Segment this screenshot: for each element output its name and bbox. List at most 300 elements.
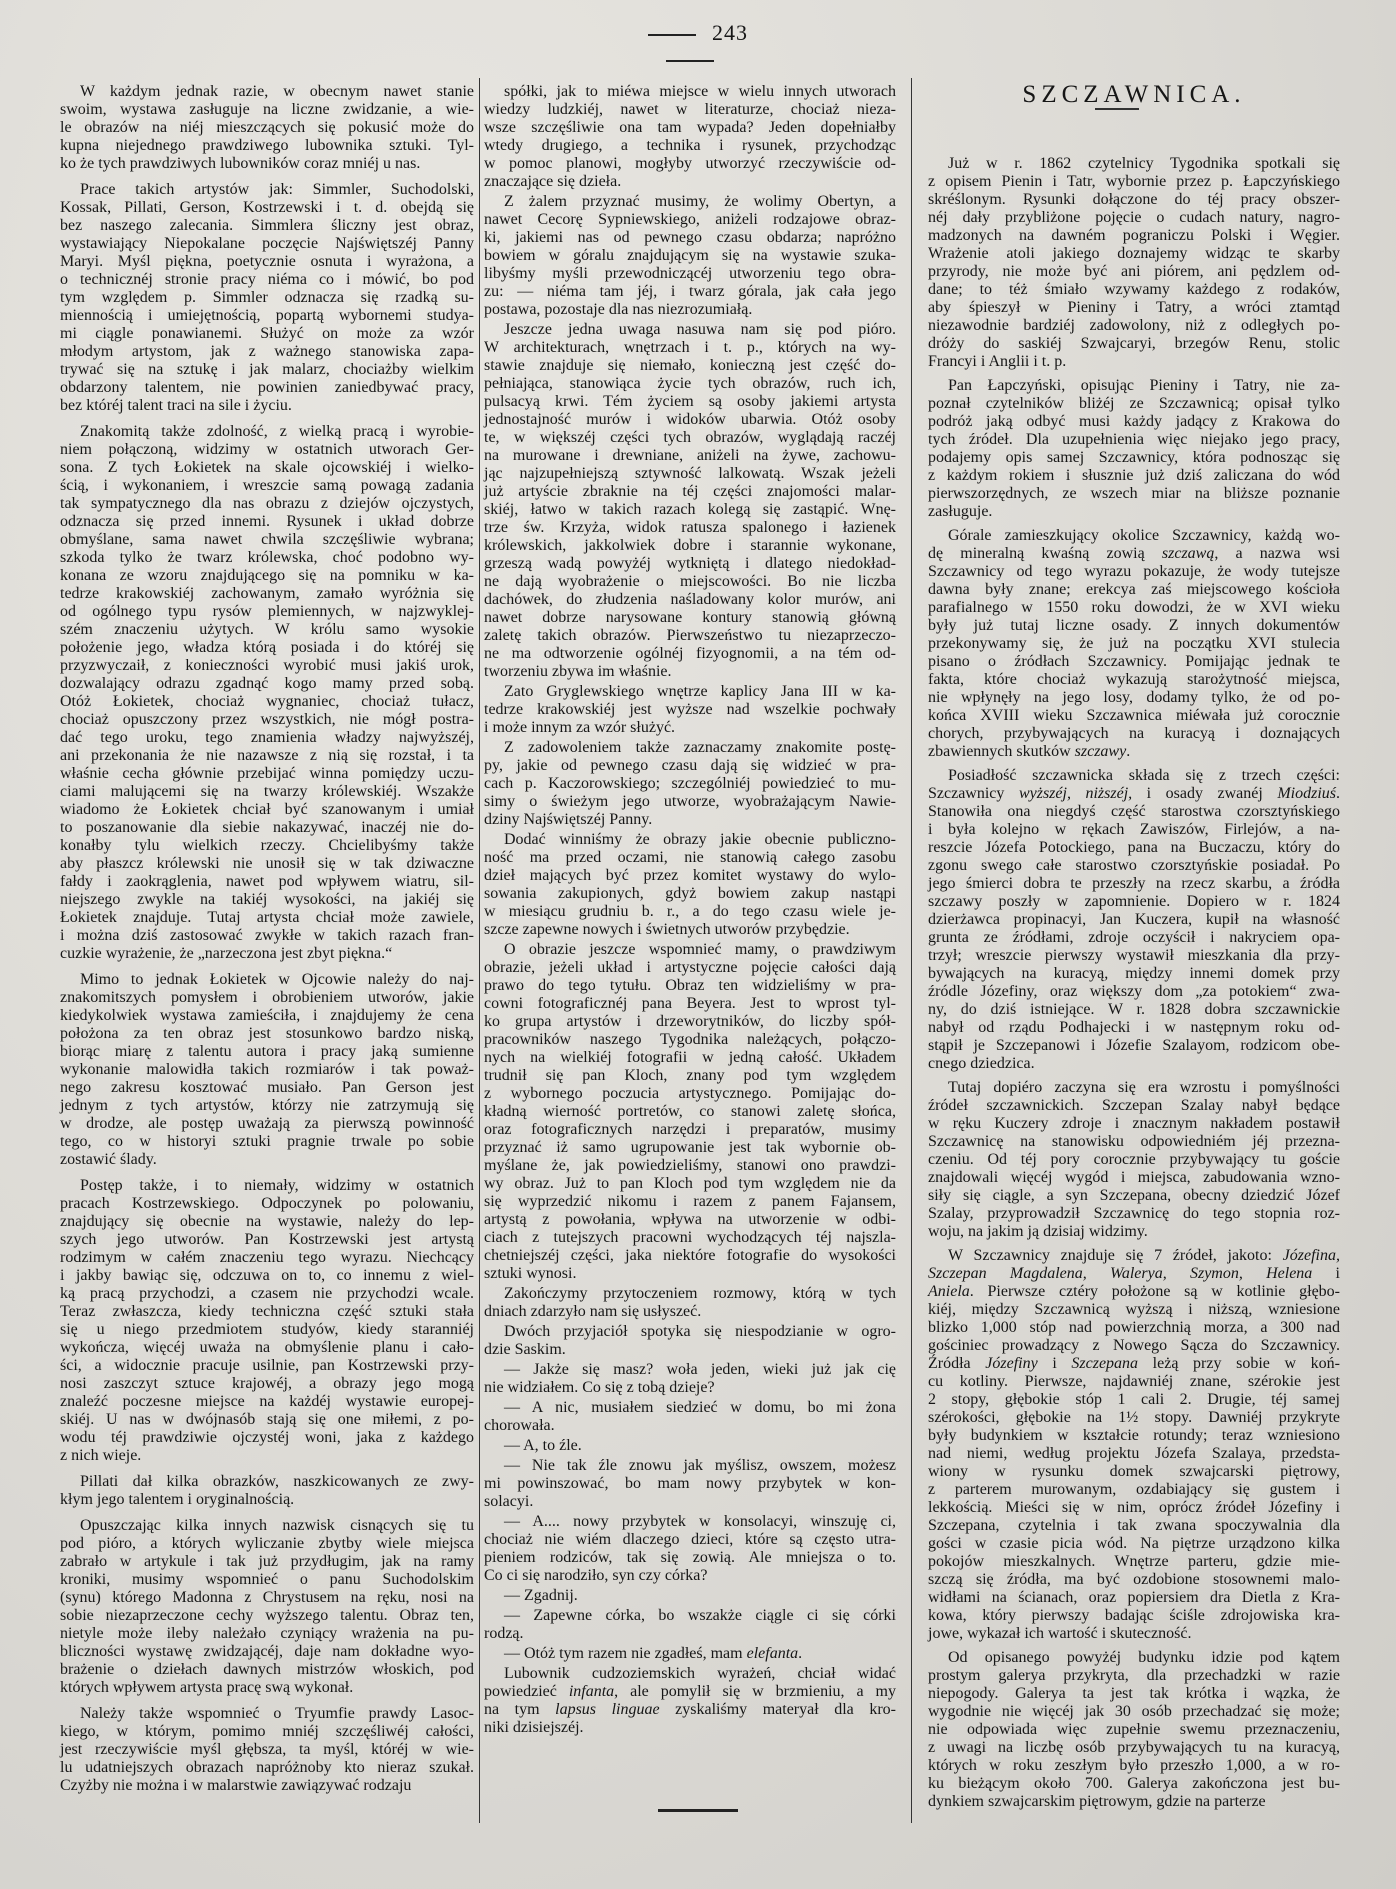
text-segment: leżą przy sobie w koń- [1138,1355,1340,1372]
text-line: mi powinszować, bo mam nowy przybytek w kon- [484,1475,896,1492]
text-line: stawie znajduje się niemało, konieczną jest część do- [484,357,896,374]
text-line: dać tego uroku, tego znamienia władzy najwyższéj, [60,729,474,746]
text-line: Zakończymy przytoczeniem rozmowy, którą w tych [504,1285,896,1302]
italic-text: elefanta [746,1645,799,1662]
text-line: cuzkie wyrażenie, że „narzeczona jest zbyt piękna.“ [60,945,393,962]
text-line: czeniu. Od téj pory corocznie przybywający tu goście [928,1151,1340,1168]
text-line: pierwszorzędnych, ze wszech miar na bliższe poznanie [928,485,1340,502]
text-line: jowe, wykazał ich wartość i skuteczność. [928,1625,1192,1642]
text-line: królewskich, jakkolwiek dobre i starannie wykonane, [484,537,896,554]
italic-text: Józefiny [985,1355,1038,1372]
text-segment: . [1126,743,1131,760]
text-line: szém znaczeniu użytych. W królu samo wysokie [60,621,474,638]
italic-text: szczawy [1074,743,1127,760]
section-end-rule [658,1809,738,1812]
text-line: odznacza się przed innemi. Rysunek i układ dobrze [60,513,474,530]
text-line: w drodze, ale postęp uważają za pierwszą powinność [60,1115,474,1132]
paragraph [60,423,474,963]
text-line [928,743,1340,761]
text-line: — Zgadnij. [504,1587,578,1604]
text-line: — A.... nowy przybytek w konsolacyi, winszuję ci, [504,1513,896,1530]
text-line: chociaż opuszczony przez wszystkich, nie mógł postra- [60,711,474,728]
text-line [484,1701,896,1719]
text-line: Od opisanego powyżéj budynku idzie pod kątem [948,1649,1340,1666]
text-line: grzeszą wadą powyżéj wytkniętą i dlatego niedokład- [484,555,896,572]
title-rule [1095,108,1139,110]
text-line: ku bieżącym około 700. Galerya zakończona jest bu- [928,1775,1340,1792]
text-line: tworzeniu zbywa im właśnie. [484,663,672,680]
text-line: były budynkiem w kształcie rotundy; teraz wzniesiono [928,1427,1340,1444]
paragraph [928,767,1340,1073]
text-line [484,1683,896,1701]
text-line: i można dziś zastosować zwykłe w takich razach fran- [60,927,474,944]
text-line: chociaż nie wiém dlaczego dzieci, które są często utra- [484,1531,896,1548]
page-number-text: 243 [712,20,748,45]
text-line: z opisem Pienin i Tatr, wybornie przez p. Łapczyńskiego [928,173,1340,190]
text-line: pokojów mieszkalnych. Wnętrze parteru, gdzie mie- [928,1553,1340,1570]
text-line: podróż jaką odbyć musi każdy jadący z Krakowa do [928,413,1340,430]
text-line: dachówek, do złudzenia naśladowany kolor murów, ani [484,591,896,608]
text-line: ko grupa artystów i drzeworytników, do liczby spół- [484,1013,896,1030]
text-line: — Zapewne córka, bo wszakże ciągle ci się córki [504,1607,896,1624]
text-line [928,1355,1340,1373]
text-line: Czyżby nie można i w malarstwie zawiązywać rodzaju [60,1777,412,1794]
text-segment: , a nazwa wsi [1214,545,1340,562]
paragraph [484,83,896,191]
page-number-dash-right [666,60,714,62]
text-line: Prace takich artystów jak: Simmler, Suchodolski, [80,181,474,198]
text-line: Dodać winniśmy że obrazy jakie obecnie publiczno- [504,831,896,848]
text-line: w pomoc planowi, mogłyby utworzyć rzeczywiście od- [484,155,896,172]
text-line: wodu téj prawdziwie ojczystéj woni, jaka z każdego [60,1429,474,1446]
text-line: aby płaszcz królewski nie unosił się w tak dziwaczne [60,855,474,872]
text-line: Maryi. Myśl piękna, poetycznie osnuta i wyrażona, a [60,253,474,270]
text-line: artystą z powołania, wpływa na utworzenie w odbi- [484,1211,896,1228]
text-line: nego zakresu kosztować musiało. Pan Gerson jest [60,1079,474,1096]
text-line: dane; to téż śmiało wzywamy każdego z rodaków, [928,281,1340,298]
text-line: trze św. Krzyża, widok ratusza spalonego i łazienek [484,519,896,536]
text-line: tedrze krakowskiéj jest wyższe nad wszelkie pochwały [484,701,896,718]
text-line: kupna niejednego prawdziwego lubownika sztuki. Tyl- [60,137,474,154]
text-line: jednym z tych artystów, którzy nie zatrzymują się [60,1097,474,1114]
text-line: dniach zdarzyło nam się usłyszeć. [484,1303,702,1320]
text-line: szérokości, głębokie na 1½ stopy. Dawniéj przykryte [928,1409,1340,1426]
text-line: jednostajność murów i widoków ubarwia. Otóż osoby [484,411,896,428]
text-line: poznał czytelników bliżéj ze Szczawnicą; opisał tylko [928,395,1340,412]
text-line: obmyślane, sama nawet chwila szczęśliwie wybrana; [60,531,474,548]
text-line: dzie Saskim. [484,1341,566,1358]
text-line: niepogody. Galerya ta jest tak krótka i wązka, że [928,1685,1340,1702]
text-line: brażenie o dziełach dawnych mistrzów włoskich, pod [60,1661,474,1678]
text-line: Łokietek znajduje. Tutaj artysta chciał może zawiele, [60,909,474,926]
text-line: Szczepana, czytelnia i tak zwana spoczywalnia dla [928,1517,1340,1534]
text-line: zasługuje. [928,503,993,520]
text-line: tych źródeł. Dla uzupełnienia więc niejako jego pracy, [928,431,1340,448]
text-line: ką pracą przychodzi, a czasem nie przychodzi wcale. [60,1285,474,1302]
text-line: chorych, przybywających na kuracyą i doznających [928,725,1340,742]
text-line: Już w r. 1862 czytelnicy Tygodnika spotkali się [948,155,1340,172]
text-line: pisano o źródłach Szczawnicy. Pomijając jednak te [928,653,1340,670]
text-line: Co ci się narodziło, syn czy córka? [484,1567,708,1584]
paragraph [928,155,1340,371]
text-line: Tutaj dopiéro zaczyna się era wzrostu i pomyślności [948,1079,1340,1096]
text-line: dzieł mających być przez komitet wystawy do wylo- [484,867,896,884]
paragraph [928,377,1340,521]
text-line: kłym jego talentem i oryginalnością. [60,1491,295,1508]
text-line [928,785,1340,803]
text-segment: i osady zwanéj [1132,785,1278,802]
italic-text: Szczepana [1071,1355,1139,1372]
text-line: nietyle może ileby należało czyniący wrażenia na pu- [60,1625,474,1642]
text-line: simy o świeżym jego utworze, wyobrażającym Nawie- [484,793,896,810]
text-line: kroniki, musimy wspomnieć o panu Suchodolskim [60,1571,474,1588]
italic-text: lapsus linguae [555,1701,660,1718]
text-line: ność ma przed oczami, nie stanowią całego zasobu [484,849,896,866]
text-line: skiéj, łatwo w takich razach kolegą się zastąpić. Wnę- [484,501,896,518]
text-line: których w roku zeszłym było przeszło 1,000, a w ro- [928,1757,1340,1774]
text-line: Zato Gryglewskiego wnętrze kaplicy Jana III w ka- [504,683,896,700]
text-line: konałby tylu wielkich rzeczy. Chcielibyśmy także [60,837,474,854]
text-line: tego, co w historyi sztuki pragnie trwale po sobie [60,1133,474,1150]
text-line: sobie niezaprzeczone cechy wyższego talentu. Obraz ten, [60,1607,474,1624]
text-line: aby śpieszył w Pieniny i Tatry, a wróci ztamtąd [928,299,1340,316]
text-line: Postęp także, i to niemały, widzimy w ostatnich [80,1177,474,1194]
text-line: postawa, pozostaje dla nas niezrozumiałą. [484,301,753,318]
text-segment: . Pierwsze cztéry położone są w kotlinie głębo- [969,1283,1340,1300]
text-line: jąc najzupełniejszą sztywność lalkowatą. Wszak jeżeli [484,465,896,482]
paragraph [928,1649,1340,1811]
text-line: bywających na kuracyą, między innemi domek przy [928,965,1340,982]
text-line: Szczawnicy od tego wyrazu pokazuje, że wody tutejsze [928,563,1340,580]
text-line: Posiadłość szczawnicka składa się z trzech części: [948,767,1340,784]
text-segment: , ale pomylił się w brzmieniu, a my [614,1683,896,1700]
text-line: dróży do saskiéj Szwajcaryi, brzegów Renu, stolic [928,335,1340,352]
text-line: wiadomo że Łokietek chciał być szanowanym i umiał [60,801,474,818]
text-segment: na tym [484,1701,556,1718]
text-line: Należy także wspomnieć o Tryumfie prawdy Lasoc- [80,1705,474,1722]
paragraph [484,1361,896,1397]
paragraph [60,1517,474,1697]
text-line: niezawodnie bardziéj zadowolony, niż z odległych po- [928,317,1340,334]
paragraph [60,181,474,415]
paragraph [484,1587,896,1605]
text-line: ścią, i wykonaniem, i wreszcie samą powagą zadania [60,477,474,494]
text-line: blizko 1,000 stóp nad powierzchnią morza, a 300 nad [928,1319,1340,1336]
text-line: znakomitszych pomysłem i obrobieniem utworów, jakie [60,989,474,1006]
paragraph [928,1247,1340,1643]
text-line: W architekturach, wnętrzach i t. p., których na wy- [484,339,896,356]
text-line: dawna były znane; erekcya zaś miejscowego kościoła [928,581,1340,598]
column-divider [479,78,480,1823]
text-line: le obrazów na niéj mieszczących się pokusić może do [60,119,474,136]
text-line: Z żalem przyznać musimy, że wolimy Obertyn, a [504,193,896,210]
text-segment: dę mineralną kwaśną zowią [928,545,1162,562]
paragraph [484,1437,896,1455]
text-line: — Nie tak źle znowu jak myślisz, owszem, możesz [504,1457,896,1474]
paragraph [484,1399,896,1435]
text-line: pełniająca, stanowiąca życie tych obrazów, ruch ich, [484,375,896,392]
text-line: znaleźć poczesne miejsce na każdéj wystawie europej- [60,1393,474,1410]
text-line: z każdym rokiem i słusznie już dziś zaliczana do wód [928,467,1340,484]
text-line: néj dały przybliżone pojęcie o cudach natury, nagro- [928,209,1340,226]
text-line: wiedzy ludzkiéj, nawet w literaturze, chociaż nieza- [484,101,896,118]
text-line: trywać się na sztukę i jak malarz, chociażby wielkim [60,361,474,378]
text-line: kiego, w którym, pomimo mniéj szczęśliwéj całości, [60,1723,474,1740]
paragraph [484,739,896,829]
text-line: szczawy poszły w zapomnienie. Dopiero w r. 1824 [928,893,1340,910]
text-line: Francyi i Anglii i t. p. [928,353,1067,370]
paragraph [60,83,474,173]
text-line: W każdym jednak razie, w obecnym nawet stanie [80,83,474,100]
text-line: Pillati dał kilka obrazków, naszkicowanych ze zwy- [80,1473,474,1490]
text-line: znajdowali więcéj wygód i miejsca, zabudowania wzno- [928,1169,1340,1186]
text-segment: powiedzieć [484,1683,569,1700]
text-line: wiony w rysunku domek szwajcarski piętrowy, [928,1463,1340,1480]
text-line: szcze zapewne nowych i świetnych utworów przybędzie. [484,921,850,938]
italic-text: Szczepan Magdalena, Walerya, Szymon, Helena [928,1265,1313,1282]
text-line: obrazie, jeżeli układ i artystyczne pojęcie całości dają [484,959,896,976]
text-line: Opuszczając kilka innych nazwisk cisnących się tu [80,1517,474,1534]
text-line: prawo do tego tytułu. Obraz ten widzieliśmy w pra- [484,977,896,994]
paragraph [60,971,474,1169]
text-line: dozwalający odrazu zgadnąć kogo mamy przed sobą. [60,675,474,692]
text-line: pieniem rodziców, tak się zowią. Ale mniejsza o to. [484,1549,896,1566]
italic-text: Miodziuś [1277,785,1337,802]
text-line: znajdujący się obecnie na wystawie, należy do lep- [60,1213,474,1230]
text-line: o technicznéj stronie pracy niéma co i mówić, bo pod [60,271,474,288]
text-line: biorąc miarę z talentu autora i pracy jaką sumienne [60,1043,474,1060]
text-segment: i [1312,1265,1340,1282]
text-line: siły się ciągle, a syn Szczepana, obecny dziedzić Józef [928,1187,1340,1204]
italic-text: Aniela [928,1283,970,1300]
text-line: mi ciągle ponawianemi. Służyć on może za wzór [60,325,474,342]
text-line: i jakby bawiąc się, odczuwa on to, co innemu z wiel- [60,1267,474,1284]
text-segment: Szczawnicy [928,785,1019,802]
text-line: pracach Kostrzewskiego. Odpoczynek po polowaniu, [60,1195,474,1212]
paragraph [484,683,896,737]
text-line: — A nic, musiałem siedzieć w domu, bo mi żona [504,1399,896,1416]
text-column-2 [484,83,896,1739]
text-line: Mimo to jednak Łokietek w Ojcowie należy do naj- [80,971,474,988]
text-segment: zyskaliśmy materyał dla kro- [659,1701,896,1718]
text-line: nie odpowiada więc zupełnie swemu przeznaczeniu, [928,1721,1340,1738]
text-line: tedrze krakowskiéj zachowanym, zamało wyróżnia się [60,585,474,602]
text-line: trzył; wreszcie pierwszy wystawił mieszkania dla przy- [928,947,1340,964]
text-line: Lubownik cudzoziemskich wyrażeń, chciał widać [504,1665,896,1682]
text-line: grunta ze źródłami, zdroje oczyścił i nakryciem opa- [928,929,1340,946]
text-line: lu udatniejszych obrazach napróżnoby kto nieraz szukał. [60,1759,474,1776]
text-line: się wyprzedzić nikomu i razem z panem Fajansem, [484,1193,896,1210]
text-line: w miesiącu grudniu b. r., a do tego czasu wiele je- [484,903,896,920]
paragraph [928,1079,1340,1241]
text-line: na murowane i drewniane, aniżeli na żywe, zachowu- [484,447,896,464]
text-line: podajemy opis samej Szczawnicy, która podnosząc się [928,449,1340,466]
text-line: właśnie cecha głównie przebijać winna pomiędzy uczu- [60,765,474,782]
text-line: z wybornego poczucia artystycznego. Pomijając do- [484,1085,896,1102]
text-line: (synu) którego Madonna z Chrystusem na ręku, nosi na [60,1589,474,1606]
text-line [928,1247,1340,1265]
text-line: i była kolejno w rękach Zawiszów, Firlejów, a na- [928,821,1340,838]
text-line [484,1645,896,1663]
text-line: fakta, które chociaż wykazują starożytność miejsca, [928,671,1340,688]
text-line: py, jakie od pewnego czasu dają się widzieć w pra- [484,757,896,774]
text-line: zu: — niéma tam jéj, i twarz górala, jak cała jego [484,283,896,300]
text-line: dzierżawca propinacyi, Jan Kuczera, kupił na własność [928,911,1340,928]
text-line: Z zadowoleniem także zaznaczamy znakomite postę- [504,739,896,756]
text-line: Pan Łapczyński, opisując Pieniny i Tatry, nie za- [948,377,1340,394]
text-line: swoim, wystawa zasługuje na liczne zwidzanie, a wie- [60,101,474,118]
paragraph [60,1705,474,1795]
text-line: szych jego utworów. Pan Kostrzewski jest artystą [60,1231,474,1248]
text-line: z parterem murowanym, ozdabiający się gustem i [928,1481,1340,1498]
text-line: i może innym za wzór służyć. [484,719,676,736]
text-line: wykończa, więcéj uważa na obmyślenie planu i cało- [60,1339,474,1356]
text-line: — Jakże się masz? woła jeden, wieki już jak cię [504,1361,896,1378]
text-segment: . [1336,785,1341,802]
text-line: stąpił je Szczepanowi i Józefie Szalayom, rodzicom obe- [928,1037,1340,1054]
text-line: tak sympatycznego dla nas obrazu z dziejów ojczystych, [60,495,474,512]
text-line: Otóż Łokietek, chociaż wygnaniec, chociaż tułacz, [60,693,474,710]
text-line: ki, jakiemi nas od pewnego czasu obdarza; napróżno [484,229,896,246]
text-line: wykonanie malowidła takich rozmiarów i tak poważ- [60,1061,474,1078]
text-segment: W Szczawnicy znajduje się 7 źródeł, jakoto: [948,1247,1283,1264]
text-line: młodym artystom, jak z ważnego stanowiska zapa- [60,343,474,360]
text-line: Jeszcze jedna uwaga nasuwa nam się pod pióro. [504,321,896,338]
text-line: Kossak, Pillati, Gerson, Kostrzewski i t. d. obejdą się [60,199,474,216]
text-line: bez któréj talent traci na sile i życiu. [60,397,292,414]
text-line: ne dają wyobrażenie o miejscowości. Bo nie liczba [484,573,896,590]
text-line: dynkiem szwajcarskim piętrowym, gdzie na parterze [928,1793,1266,1810]
text-line: tym względem p. Simmler odznacza się rzadką su- [60,289,474,306]
text-line: końca XVIII wieku Szczawnica miéwała już corocznie [928,707,1340,724]
text-line: Znakomitą także zdolność, z wielką pracą i wyrobie- [80,423,474,440]
text-line: szkoda tylko że twarz królewska, choć podobno wy- [60,549,474,566]
text-line: kiedykolwiek wystawa zamieściła, i znajdujemy że cena [60,1007,474,1024]
text-line: Stanowiła ona niegdyś część starostwa czorsztyńskiego [928,803,1340,820]
text-line: skréślonym. Rysunki dołączone do téj pracy obszer- [928,191,1340,208]
text-line: przyzwyczaił, z konieczności wyrobić musi jakiś urok, [60,657,474,674]
text-line: sztuki wynosi. [484,1265,577,1282]
text-line: cu kotliny. Pierwsze, najdawniéj znane, szérokie jest [928,1373,1340,1390]
text-line: już artyście zbraknie na téj części znajomości malar- [484,483,896,500]
text-column-1 [60,83,474,1803]
text-line: solacyi. [484,1493,534,1510]
text-line: Dwóch przyjaciół spotyka się niespodzianie w ogro- [504,1323,896,1340]
text-line: zaletę takich obrazów. Pierwszeństwo tu niezaprzeczo- [484,627,896,644]
text-line: bez naszego zalecania. Simmlera śliczny jest obraz, [60,217,474,234]
paragraph [484,1665,896,1737]
paragraph [484,193,896,319]
text-line: sowania zakupionych, gdyż bowiem zakup nastąpi [484,885,896,902]
page-number-dash-left [648,34,696,36]
text-line: Szalay, przyprowadził Szczawnicę do tego stopnia roz- [928,1205,1340,1222]
paragraph [484,1285,896,1321]
text-line: położona za ten obraz jest stosunkowo bardzo niską, [60,1025,474,1042]
text-line: z nich wieje. [60,1447,142,1464]
text-line: oraz fotograficznych narzędzi i preparatów, musimy [484,1121,896,1138]
text-line: woju, na jakim ją dzisiaj widzimy. [928,1223,1148,1240]
paragraph [484,1607,896,1643]
text-line: pracowników naszego Tygodnika należących, połączo- [484,1031,896,1048]
italic-text: szczawą [1161,545,1215,562]
column-divider [911,78,912,1823]
text-line: Szczawnicę na stanowisku odpowiedniém jéj przezna- [928,1133,1340,1150]
text-line: źródle Józefiny, oraz większy dom „za potokiem“ zwa- [928,983,1340,1000]
text-line: Teraz zwłaszcza, kiedy techniczna część sztuki stała [60,1303,474,1320]
text-line: cowni fotograficznéj pana Beyera. Jest to wprost tyl- [484,995,896,1012]
text-line: przyznać iż samo ugrupowanie jest tak wybornie ob- [484,1139,896,1156]
text-line: ani przekonania że nie nazawsze z nią się rozstał, i ta [60,747,474,764]
text-segment: . [798,1645,803,1662]
text-line: pod pióro, a których wyliczanie zbytby wiele miejsca [60,1535,474,1552]
paragraph [484,941,896,1283]
paragraph [60,1473,474,1509]
text-line: spółki, jak to miéwa miejsce w wielu innych utworach [504,83,896,100]
text-line: ko że tych prawdziwych lubowników coraz mniéj u nas. [60,155,421,172]
text-line: nie widziałem. Co się z tobą dzieje? [484,1379,715,1396]
text-line: zgonu swego całe starostwo czorsztyńskie posiadał. Po [928,857,1340,874]
text-line: niem połączoną, widzimy w ostatnich utworach Ger- [60,441,474,458]
italic-text: infanta [568,1683,615,1700]
text-line: libyśmy myśli przewodniczącéj utworzeniu tego obra- [484,265,896,282]
text-line: przyrody, nie może być ani piórem, ani pędzlem od- [928,263,1340,280]
text-line: cnego dziedzica. [928,1055,1035,1072]
text-line [928,1283,1340,1301]
italic-text: Józefina, [1282,1247,1340,1264]
text-line: bowiem w góralu znajdującym się na wystawie szuka- [484,247,896,264]
text-line: kładną wierność portretów, co stanowi zaletę słońca, [484,1103,896,1120]
text-line: się u niego przedmiotem studyów, kiedy staranniéj [60,1321,474,1338]
paragraph [484,1513,896,1585]
text-line: Górale zamieszkujący okolice Szczawnicy, każdą wo- [948,527,1340,544]
text-line [928,1265,1340,1283]
text-line: skiéj. U nas w dwójnasób stają się one miłemi, z po- [60,1411,474,1428]
text-line: bliczności wystawę zwidzającéj, daje nam dokładne wyo- [60,1643,474,1660]
text-line: konana ze wzoru znajdującego się na pomniku w ka- [60,567,474,584]
text-line: rodzą. [484,1625,524,1642]
text-line: chorowała. [484,1417,555,1434]
text-line: od ogólnego typu rysów plemiennych, w najzwyklej- [60,603,474,620]
text-line: reszcie Józefa Potockiego, pana na Buczaczu, który do [928,839,1340,856]
text-line: wystawiający Niepokalane poczęcie Najświętszéj Panny [60,235,474,252]
text-line: wy obraz. Już to pan Kloch pod tym względem nie da [484,1175,896,1192]
text-line: myślane że, jak powiedzieliśmy, stanowi ono prawdzi- [484,1157,896,1174]
text-line: fałdy i zaokrąglenia, nawet pod wpływem wiatru, sil- [60,873,474,890]
page-number [600,20,780,72]
text-line: ciach z tutejszych pracowni wychodzących téj najszla- [484,1229,896,1246]
text-line: nosi zaszczyt sztuce krajowéj, a obrazy jego mogą [60,1375,474,1392]
text-line: z uwagi na liczbę osób przybywających tu na kuracyą, [928,1739,1340,1756]
text-segment: zbawiennych skutków [928,743,1075,760]
paragraph [484,1457,896,1511]
text-line: to poszanowanie dla siebie nakazywać, inaczéj nie do- [60,819,474,836]
text-line: których wpływem artysta pracę swą wykonał. [60,1679,354,1696]
text-line: ne ma odtworzenie ogólnéj fizyognomii, a na tém od- [484,645,896,662]
article-title: SZCZAWNICA. [1022,80,1246,108]
text-line: wsze szczęśliwie ona tam wypada? Jeden dopełniałby [484,119,896,136]
text-line: znaczające się dzieła. [484,173,622,190]
text-line: 2 stopy, głębokie stóp 1 cali 2. Drugie, téj samej [928,1391,1340,1408]
text-line: widłami na ścianach, oraz popiersiem dra Dietla z Kra- [928,1589,1340,1606]
paragraph [484,831,896,939]
text-line: nawet Cecorę Sypniewskiego, aniżeli rodzajowe obraz- [484,211,896,228]
text-line: prostym galerya przykryta, dla przechadzki w razie [928,1667,1340,1684]
text-line: przekonywamy się, że już na początku XVI stulecia [928,635,1340,652]
text-line: gości w czasie picia wód. Na piętrze urządzono kilka [928,1535,1340,1552]
text-line: jest rzeczywiście myśl głębsza, ta myśl, któréj w wie- [60,1741,474,1758]
text-line: wtedy drugiego, a technika i rysunek, przychodząc [484,137,896,154]
text-line: chetniejszéj części, jaka niektóre fotografie do wysokości [484,1247,896,1264]
